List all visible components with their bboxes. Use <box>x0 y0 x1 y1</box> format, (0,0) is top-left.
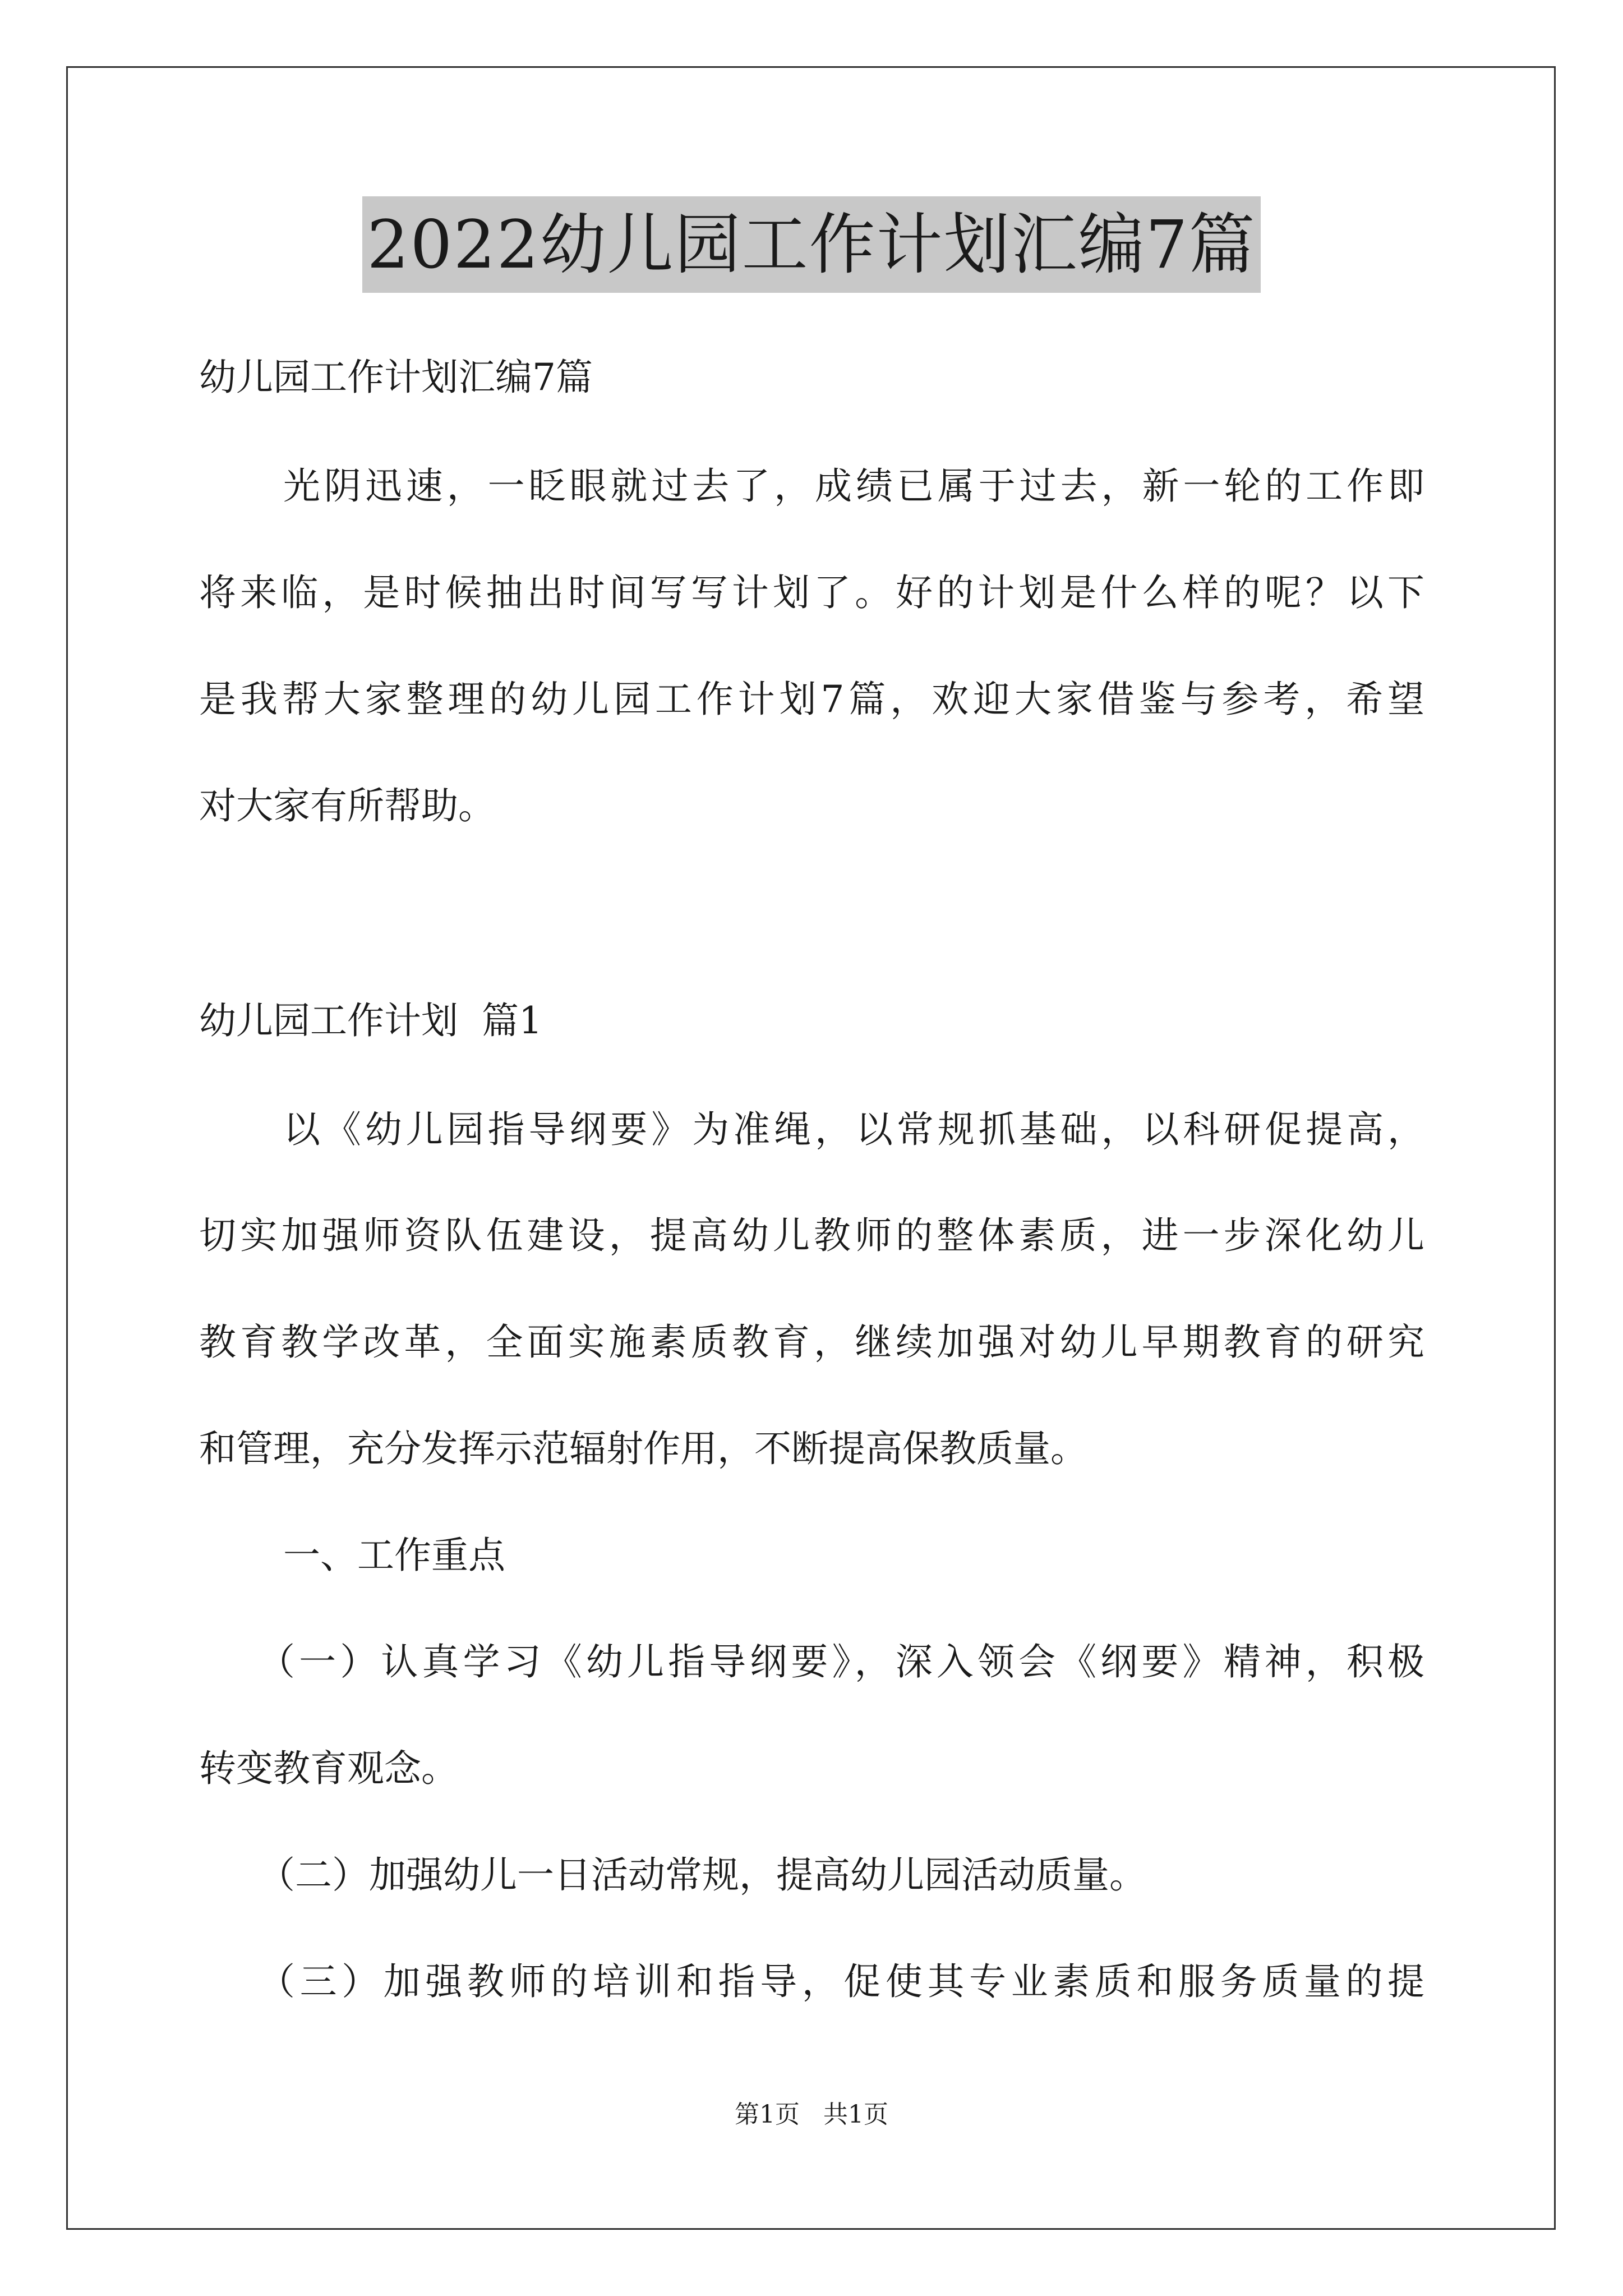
intro-line: 将来临，是时候抽出时间写写计划了。好的计划是什么样的呢？以下 <box>199 571 1424 614</box>
intro-line: 对大家有所帮助。 <box>199 784 495 827</box>
document-subtitle: 幼儿园工作计划汇编7篇 <box>199 356 593 399</box>
intro-line: 是我帮大家整理的幼儿园工作计划7篇，欢迎大家借鉴与参考，希望 <box>199 678 1424 721</box>
intro-line: 光阴迅速，一眨眼就过去了，成绩已属于过去，新一轮的工作即 <box>283 464 1424 508</box>
item-line: （二）加强幼儿一日活动常规，提高幼儿园活动质量。 <box>258 1853 1146 1897</box>
section-line: 教育教学改革，全面实施素质教育，继续加强对幼儿早期教育的研究 <box>199 1320 1424 1364</box>
section-line: 切实加强师资队伍建设，提高幼儿教师的整体素质，进一步深化幼儿 <box>199 1214 1424 1257</box>
section-heading: 幼儿园工作计划 篇1 <box>199 999 542 1042</box>
title-wrap <box>0 196 1623 293</box>
item-line: （一）认真学习《幼儿指导纲要》，深入领会《纲要》精神，积极 <box>258 1640 1424 1683</box>
point-heading: 一、工作重点 <box>283 1534 505 1577</box>
section-line: 以《幼儿园指导纲要》为准绳，以常规抓基础，以科研促提高， <box>283 1108 1424 1151</box>
document-title: 2022幼儿园工作计划汇编7篇 <box>362 196 1260 293</box>
item-line: 转变教育观念。 <box>199 1747 458 1790</box>
item-line: （三）加强教师的培训和指导，促使其专业素质和服务质量的提 <box>258 1960 1424 2003</box>
section-line: 和管理，充分发挥示范辐射作用，不断提高保教质量。 <box>199 1427 1087 1470</box>
page-footer: 第1页 共1页 <box>735 2100 888 2129</box>
